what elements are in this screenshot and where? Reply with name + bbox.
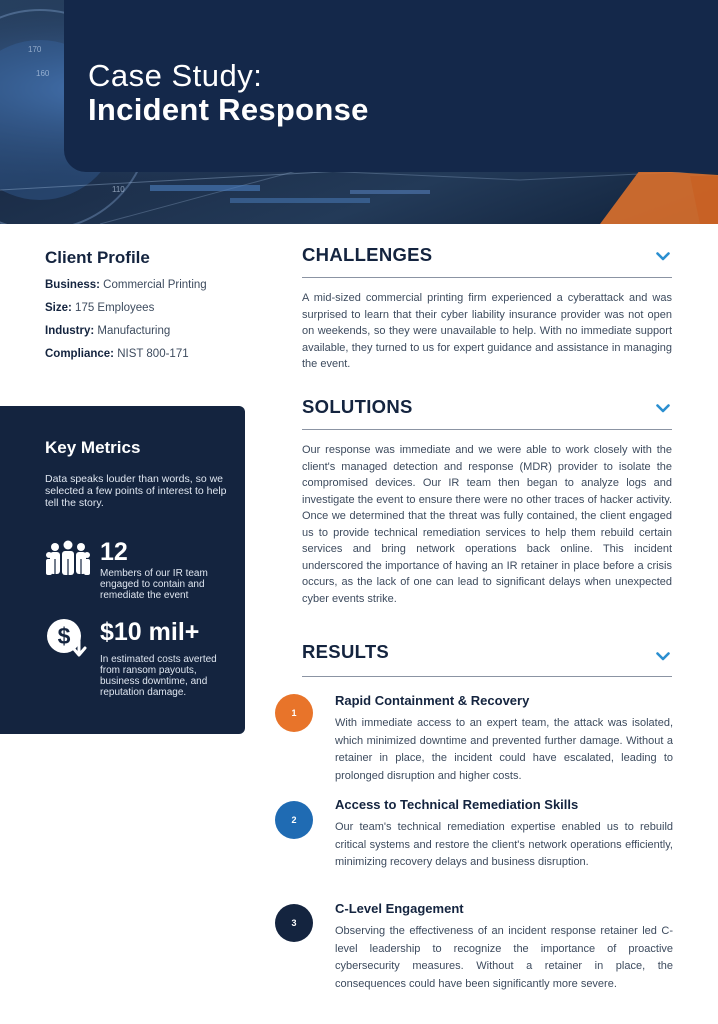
client-profile: [45, 248, 265, 369]
dollar-down-icon: [45, 617, 93, 661]
svg-text:160: 160: [36, 69, 50, 78]
metric-value-team: 12: [100, 538, 128, 566]
metric-description-team: Members of our IR team engaged to contain and remediate the event: [100, 568, 208, 601]
result-number-badge: 3: [275, 904, 313, 942]
result-number-badge: 1: [275, 694, 313, 732]
result-text: With immediate access to an expert team, the attack was isolated, which minimized downtime and prevented further damage. Without a retainer in place, the incident could have escalated, leading to prolonged disruption and higher costs.: [335, 717, 673, 782]
challenges-text: A mid-sized commercial printing firm experienced a cyberattack and was surprised to learn that their cyber liability insurance provider was not open on weekends, so they were unavailable to help. With no immediate support available, they turned to us for expert guidance and assistance in managing the event.: [302, 292, 672, 370]
profile-business: [45, 277, 265, 300]
profile-compliance: [45, 346, 265, 369]
profile-value: Commercial Printing: [103, 279, 207, 291]
profile-industry: [45, 323, 265, 346]
solutions-header[interactable]: [302, 398, 672, 430]
page-title-line2: Incident Response: [88, 92, 369, 127]
chevron-down-icon[interactable]: [656, 252, 670, 261]
result-number-badge: 2: [275, 801, 313, 839]
metric-description-costs: In estimated costs averted from ransom payouts, business downtime, and reputation damage.: [100, 654, 217, 698]
page-title-line1: Case Study:: [88, 58, 263, 93]
result-text: Our team's technical remediation expertise enabled us to rebuild critical systems and restore the client's network operations efficiently, minimizing recovery delays and business disruption.: [335, 821, 673, 868]
challenges-header[interactable]: [302, 246, 672, 278]
metric-value-costs: $10 mil+: [100, 618, 200, 646]
team-icon: [45, 539, 91, 579]
profile-size: [45, 300, 265, 323]
key-metrics-heading: Key Metrics: [45, 438, 141, 457]
client-profile-heading: Client Profile: [45, 248, 150, 267]
profile-label: Size:: [45, 302, 72, 314]
hero-banner: [0, 0, 718, 224]
profile-value: 175 Employees: [75, 302, 155, 314]
chevron-down-icon[interactable]: [656, 404, 670, 413]
results-heading: RESULTS: [302, 641, 390, 662]
result-text: Observing the effectiveness of an incident response retainer led C-level leadership to recognize the importance of proactive cybersecurity measures. Without a retainer in place, the consequences could have been significantly more severe.: [335, 925, 673, 990]
results-header[interactable]: [302, 643, 672, 677]
svg-text:170: 170: [28, 45, 42, 54]
result-title: Access to Technical Remediation Skills: [335, 797, 579, 812]
challenges-heading: CHALLENGES: [302, 244, 433, 265]
solutions-text: Our response was immediate and we were able to work closely with the client's managed detection and response (MDR) provider to isolate the compromised devices. Our IR team then began to analyze logs and investigate the event to ensure there were no other traces of hacker activity. Once we determined that the threat was fully contained, the client engaged us to provide technical remediation services to help them rebuild certain services and bring network operations back online. This incident underscored the importance of having an IR retainer in place before a crisis occurs, as the lack of one can lead to significant delays when unexpected cyber events strike.: [302, 444, 672, 605]
profile-value: Manufacturing: [97, 325, 171, 337]
profile-label: Industry:: [45, 325, 95, 337]
profile-label: Compliance:: [45, 348, 115, 360]
profile-value: NIST 800-171: [117, 348, 189, 360]
profile-label: Business:: [45, 279, 100, 291]
key-metrics-intro: Data speaks louder than words, so we selected a few points of interest to help tell the story.: [45, 473, 227, 509]
svg-text:110: 110: [112, 185, 125, 194]
result-title: Rapid Containment & Recovery: [335, 693, 530, 708]
result-title: C-Level Engagement: [335, 901, 464, 916]
chevron-down-icon[interactable]: [656, 652, 670, 661]
svg-text:$: $: [57, 623, 71, 649]
key-metrics-panel: [0, 406, 245, 734]
solutions-heading: SOLUTIONS: [302, 396, 413, 417]
